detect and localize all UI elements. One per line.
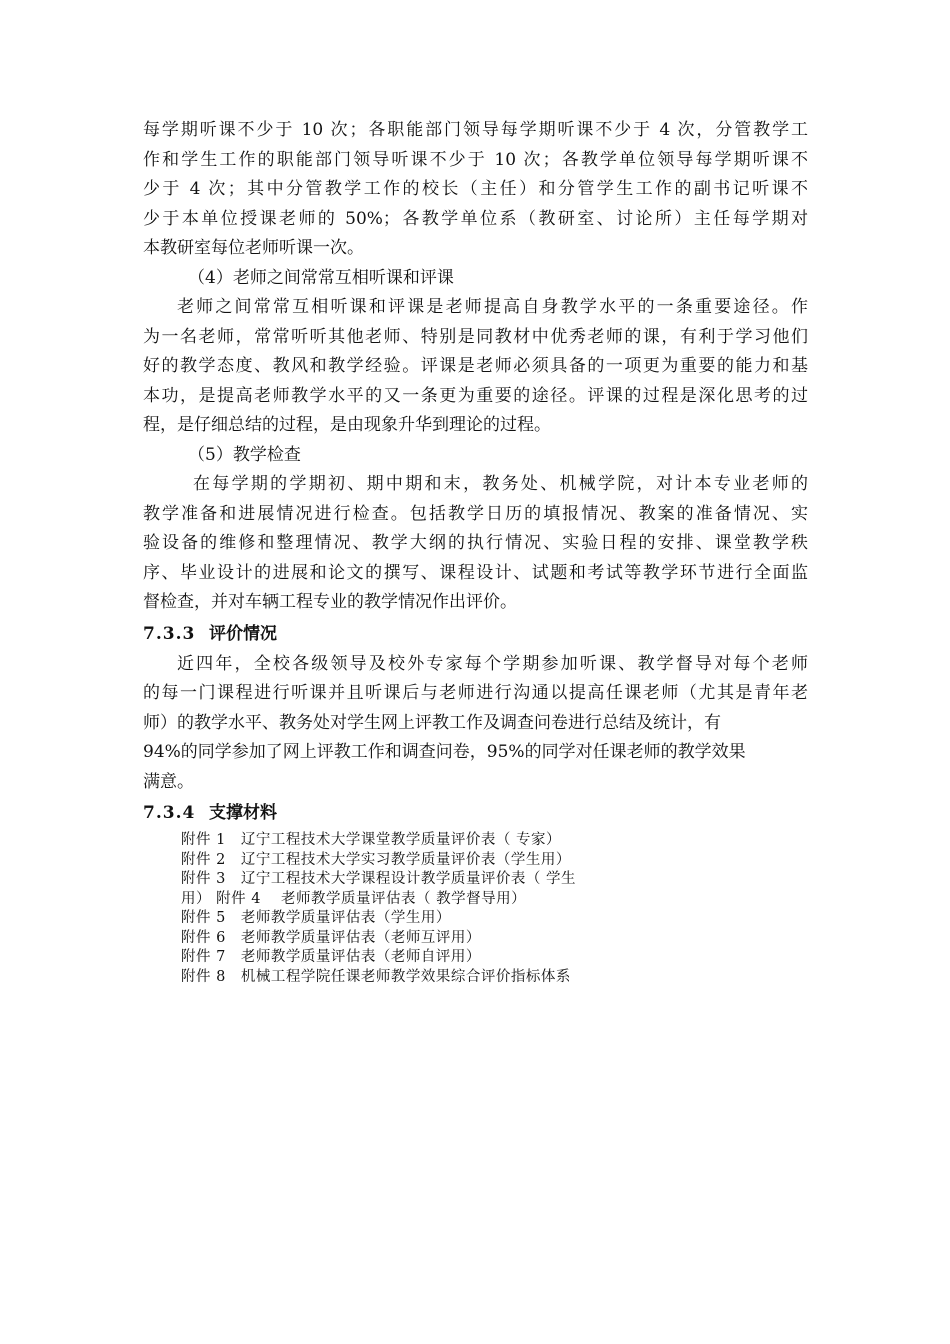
text-line: 少于本单位授课老师的 50%；各教学单位系（教研室、讨论所）主任每学期对 (143, 208, 808, 229)
subheading-4: （4）老师之间常常互相听课和评课 (188, 267, 454, 288)
annex-item: 附件 6 老师教学质量评估表（老师互评用） (181, 929, 481, 946)
text-line: 老师之间常常互相听课和评课是老师提高自身教学水平的一条重要途径。作 (177, 297, 808, 317)
text-line: 序、毕业设计的进展和论文的撰写、课程设计、试题和考试等教学环节进行全面监 (143, 562, 808, 583)
paragraph-listening-requirements (143, 116, 808, 264)
text-line: 少于 4 次；其中分管教学工作的校长（主任）和分管学生工作的副书记听课不 (143, 179, 808, 199)
section-number: 7.3.4 (143, 803, 196, 823)
annex-item: 附件 1 辽宁工程技术大学课堂教学质量评价表（ 专家） (181, 832, 561, 848)
text-line: 作和学生工作的职能部门领导听课不少于 10 次；各教学单位领导每学期听课不 (143, 149, 808, 170)
text-line: 教学准备和进展情况进行检查。包括教学日历的填报情况、教案的准备情况、实 (143, 503, 808, 524)
text-line: 督检查，并对车辆工程专业的教学情况作出评价。 (143, 592, 517, 612)
annex-item: 附件 5 老师教学质量评估表（学生用） (181, 910, 451, 926)
text-line: 近四年，全校各级领导及校外专家每个学期参加听课、教学督导对每个老师 (177, 653, 808, 674)
annex-item: 用） 附件 4 老师教学质量评估表（ 教学督导用） (181, 890, 527, 907)
section-number: 7.3.3 (143, 623, 196, 644)
text-line: 为一名老师，常常听听其他老师、特别是同教材中优秀老师的课，有利于学习他们 (143, 326, 808, 347)
document-content (143, 116, 808, 987)
annex-item: 附件 8 机械工程学院任课老师教学效果综合评价指标体系 (181, 968, 571, 985)
text-line: 验设备的维修和整理情况、教学大纲的执行情况、实验日程的安排、课堂教学秩 (143, 533, 808, 553)
annex-item: 附件 3 辽宁工程技术大学课程设计教学质量评价表（ 学生 (181, 871, 576, 887)
paragraph-teaching-inspection (143, 470, 808, 618)
text-line: 的每一门课程进行听课并且听课后与老师进行沟通以提高任课老师（尤其是青年老 (143, 683, 808, 703)
annex-list (143, 831, 808, 987)
annex-item: 附件 7 老师教学质量评估表（老师自评用） (181, 949, 481, 965)
subheading-5: （5）教学检查 (188, 444, 301, 465)
section-heading-7-3-3 (143, 619, 808, 650)
text-line: 每学期听课不少于 10 次；各职能部门领导每学期听课不少于 4 次，分管教学工 (143, 120, 808, 140)
text-line: 本功，是提高老师教学水平的又一条更为重要的途径。评课的过程是深化思考的过 (143, 385, 808, 406)
paragraph-evaluation (143, 650, 808, 798)
annex-item: 附件 2 辽宁工程技术大学实习教学质量评价表（学生用） (181, 851, 571, 868)
paragraph-peer-review (143, 293, 808, 441)
text-line: 在每学期的学期初、期中期和末，教务处、机械学院，对计本专业老师的 (193, 474, 808, 494)
text-line: 师）的教学水平、教务处对学生网上评教工作及调查问卷进行总结及统计，有 (143, 712, 721, 733)
section-heading-7-3-4 (143, 798, 808, 829)
section-title: 支撑材料 (209, 803, 277, 823)
text-line: 本教研室每位老师听课一次。 (143, 238, 364, 258)
text-line: 94%的同学参加了网上评教工作和调查问卷，95%的同学对任课老师的教学效果 (143, 742, 746, 762)
text-line: 满意。 (143, 771, 194, 792)
text-line: 好的教学态度、教风和教学经验。评课是老师必须具备的一项更为重要的能力和基 (143, 356, 808, 376)
section-title: 评价情况 (209, 623, 277, 644)
text-line: 程，是仔细总结的过程，是由现象升华到理论的过程。 (143, 415, 551, 435)
